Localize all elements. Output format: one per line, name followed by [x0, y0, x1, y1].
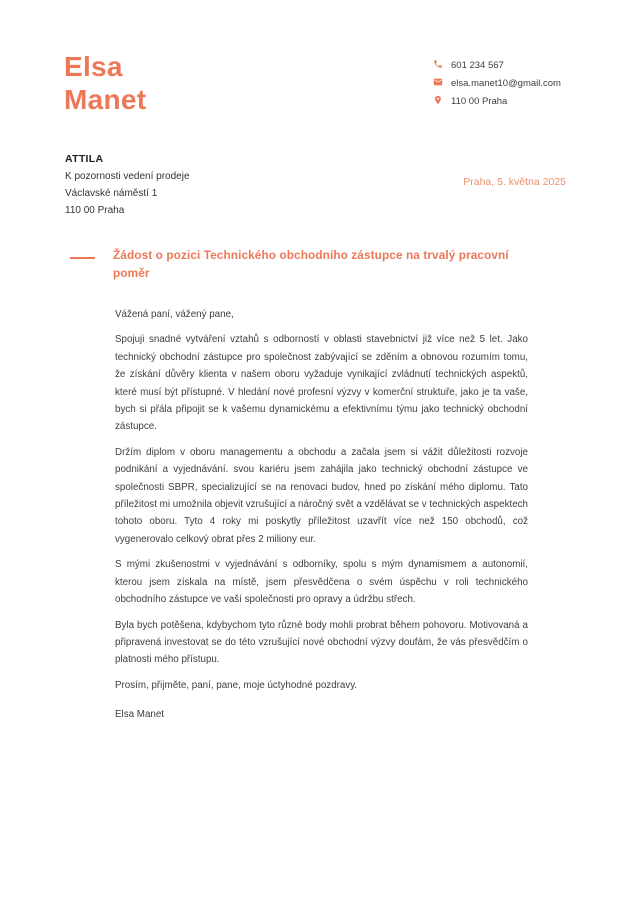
- recipient-line: Václavské náměstí 1: [65, 188, 158, 199]
- signature: Elsa Manet: [115, 709, 165, 721]
- recipient-line: K pozornosti vedení prodeje: [65, 171, 190, 182]
- recipient-name: ATTILA: [65, 153, 104, 165]
- paragraph-1: Spojuji snadné vytváření vztahů s odborností v oblasti stavebnictví již více než 5 let. Jako technický obchodní zástupce pro společnost zabývající se zděním a obnovou rozumím tomu, že získání důvěry klienta v našem oboru vyžaduje vynikající zvládnutí technických aspektů, které musí být přístupné. V hledání nové profesní výzvy v komerční struktuře, jako je ta vaše, bych si přála připojit se k vašemu dynamickému a efektivnímu týmu jako technický obchodní zástupce.: [115, 334, 528, 433]
- subject-title: Žádost o pozici Technického obchodního zástupce na trvalý pracovní poměr: [113, 248, 509, 280]
- email-address: elsa.manet10@gmail.com: [451, 77, 561, 89]
- location-pin-icon: [433, 95, 443, 108]
- phone-icon: [433, 59, 443, 72]
- contact-location-row: [433, 92, 561, 110]
- greeting: Vážená paní, vážený pane,: [115, 309, 234, 320]
- sender-last-name: Manet: [64, 84, 147, 115]
- letter-body: [115, 306, 528, 732]
- phone-number: 601 234 567: [451, 59, 504, 71]
- paragraph-2: Držím diplom v oboru managementu a obchodu a začala jsem si vážit důležitosti rozvoje podnikání a vyjednávání. svou kariéru jsem zahájila jako technický obchodní zástupce ve společnosti SBPR, specializující se na renovaci budov, hned po získání mého diplomu. Tato příležitost mi umožnila objevit vzrušující a náročný svět a vzdělávat se v technických aspektech tohoto oboru. Tyto 4 roky mi poskytly příležitost uzavřít více než 150 obchodů, což vygenerovalo celkový obrat přes 2 miliony eur.: [115, 446, 528, 545]
- postal-city: 110 00 Praha: [451, 95, 508, 107]
- email-icon: [433, 77, 443, 90]
- place-and-date: Praha, 5. května 2025: [463, 176, 566, 188]
- recipient-line: 110 00 Praha: [65, 205, 125, 216]
- sender-first-name: Elsa: [64, 51, 123, 82]
- contact-block: [433, 56, 561, 110]
- contact-email-row: [433, 74, 561, 92]
- closing-line: Prosím, přijměte, paní, pane, moje úctyhodné pozdravy.: [115, 679, 358, 691]
- sender-name: [64, 50, 146, 116]
- contact-phone-row: [433, 56, 561, 74]
- subject-dash-line: [70, 257, 95, 259]
- paragraph-4: Byla bych potěšena, kdybychom tyto různé body mohli probrat během pohovoru. Motivovaná a připravená investovat se do této vzrušující nové obchodní výzvy doufám, že vás přesvědčím o platnosti mého přístupu.: [115, 619, 528, 666]
- paragraph-3: S mými zkušenostmi v vyjednávání s odborníky, spolu s mým dynamismem a autonomií, kterou jsem získala na místě, jsem přesvědčena o svém úspěchu v roli technického obchodního zástupce ve vaší společnosti pro opravy a údržbu střech.: [115, 559, 528, 606]
- recipient-block: [65, 151, 190, 219]
